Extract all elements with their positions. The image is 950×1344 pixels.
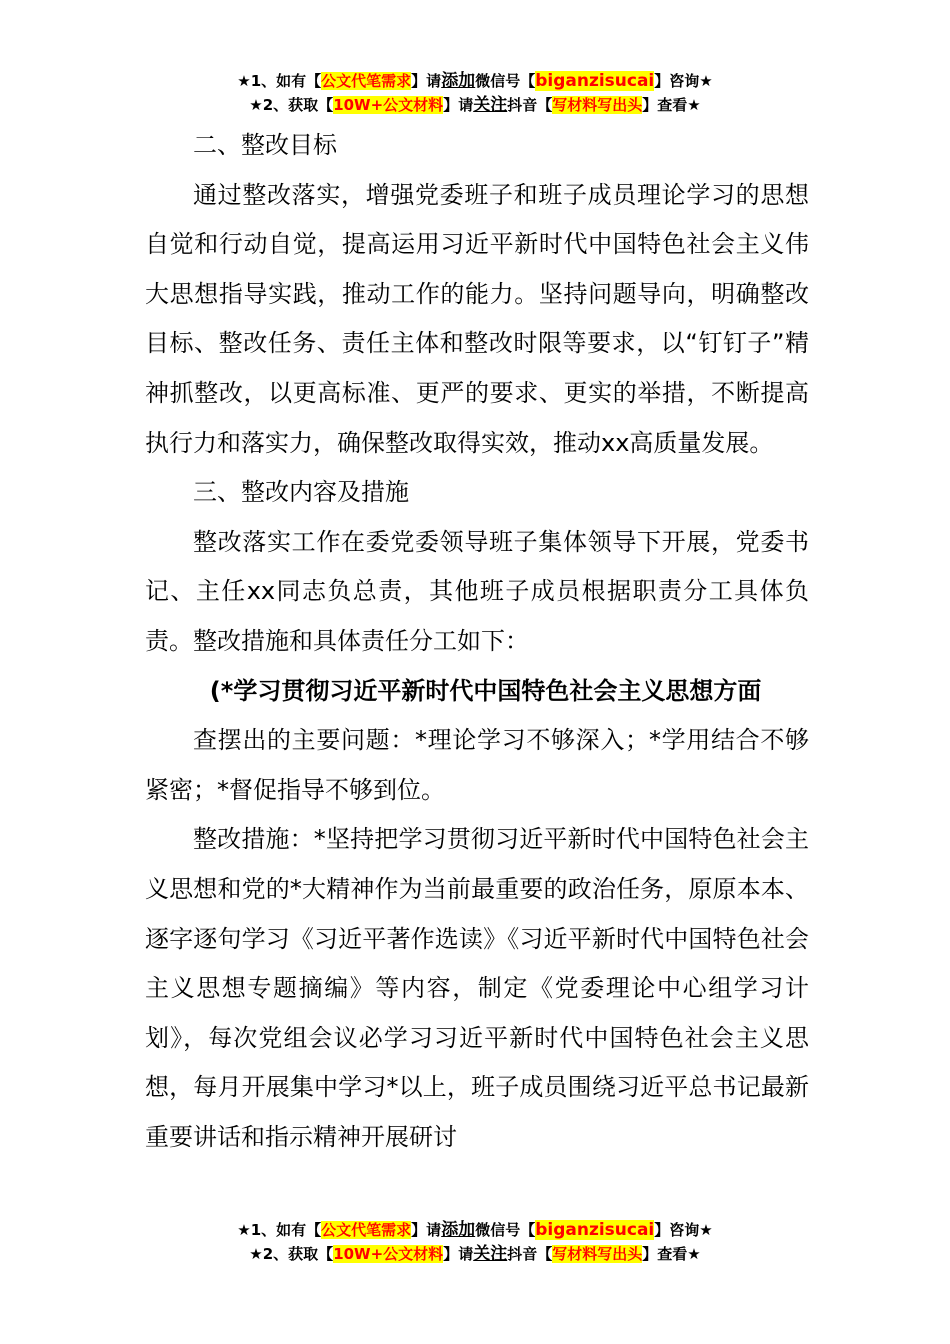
section-heading: 三、整改内容及措施: [193, 478, 409, 507]
banner-text: ★2、获取【: [249, 1245, 334, 1263]
banner-text: ★1、如有【: [237, 1221, 322, 1239]
document-body: [145, 121, 809, 1162]
banner-highlight: 公文代笔需求: [321, 1221, 412, 1239]
banner-underlined: 添加: [441, 1220, 476, 1240]
banner-text: 】请: [443, 96, 474, 114]
section-heading: 二、整改目标: [193, 131, 337, 159]
banner-text: 】请: [443, 1245, 474, 1263]
banner-underlined: 关注: [473, 1244, 508, 1264]
banner-underlined: 添加: [441, 71, 476, 91]
banner-highlight: 写材料写出头: [552, 1245, 643, 1263]
body-paragraph: 整改落实工作在委党委领导班子集体领导下开展，党委书记、主任xx同志负总责，其他班子成员根据职责分工具体负责。整改措施和具体责任分工如下：: [145, 527, 809, 655]
header-banner: [0, 69, 950, 117]
banner-text: 】请: [411, 1221, 442, 1239]
footer-banner: [0, 1218, 950, 1266]
banner-text: ★1、如有【: [237, 72, 322, 90]
banner-text: 】查看★: [642, 96, 701, 114]
banner-text: ★2、获取【: [249, 96, 334, 114]
banner-highlight: 写材料写出头: [552, 96, 643, 114]
banner-text: 】查看★: [642, 1245, 701, 1263]
body-paragraph: 查摆出的主要问题：*理论学习不够深入；*学用结合不够紧密；*督促指导不够到位。: [145, 726, 809, 804]
banner-line-2: [0, 1242, 950, 1266]
banner-line-1: [0, 69, 950, 93]
banner-text: 抖音【: [507, 96, 553, 114]
banner-text: 微信号【: [475, 1221, 536, 1239]
body-paragraph: 整改措施：*坚持把学习贯彻习近平新时代中国特色社会主义思想和党的*大精神作为当前最重要的政治任务，原原本本、逐字逐句学习《习近平著作选读》《习近平新时代中国特色社会主义思想专题摘编》等内容，制定《党委理论中心组学习计划》，每次党组会议必学习习近平新时代中国特色社会主义思想，每月开展集中学习*以上，班子成员围绕习近平总书记最新重要讲话和指示精神开展研讨: [145, 825, 809, 1151]
banner-line-1: [0, 1218, 950, 1242]
banner-highlight: biganzisucai: [535, 71, 655, 91]
subsection-heading: (*学习贯彻习近平新时代中国特色社会主义思想方面: [209, 676, 762, 705]
banner-highlight: 10W+公文材料: [333, 96, 444, 114]
banner-text: 】咨询★: [654, 72, 713, 90]
body-paragraph: 通过整改落实，增强党委班子和班子成员理论学习的思想自觉和行动自觉，提高运用习近平新时代中国特色社会主义伟大思想指导实践，推动工作的能力。坚持问题导向，明确整改目标、整改任务、责任主体和整改时限等要求，以“钉钉子”精神抓整改，以更高标准、更严的要求、更实的举措，不断提高执行力和落实力，确保整改取得实效，推动xx高质量发展。: [145, 180, 809, 457]
banner-highlight: biganzisucai: [535, 1220, 655, 1240]
banner-line-2: [0, 93, 950, 117]
banner-highlight: 公文代笔需求: [321, 72, 412, 90]
banner-underlined: 关注: [473, 95, 508, 115]
banner-highlight: 10W+公文材料: [333, 1245, 444, 1263]
banner-text: 抖音【: [507, 1245, 553, 1263]
banner-text: 】咨询★: [654, 1221, 713, 1239]
banner-text: 微信号【: [475, 72, 536, 90]
banner-text: 】请: [411, 72, 442, 90]
